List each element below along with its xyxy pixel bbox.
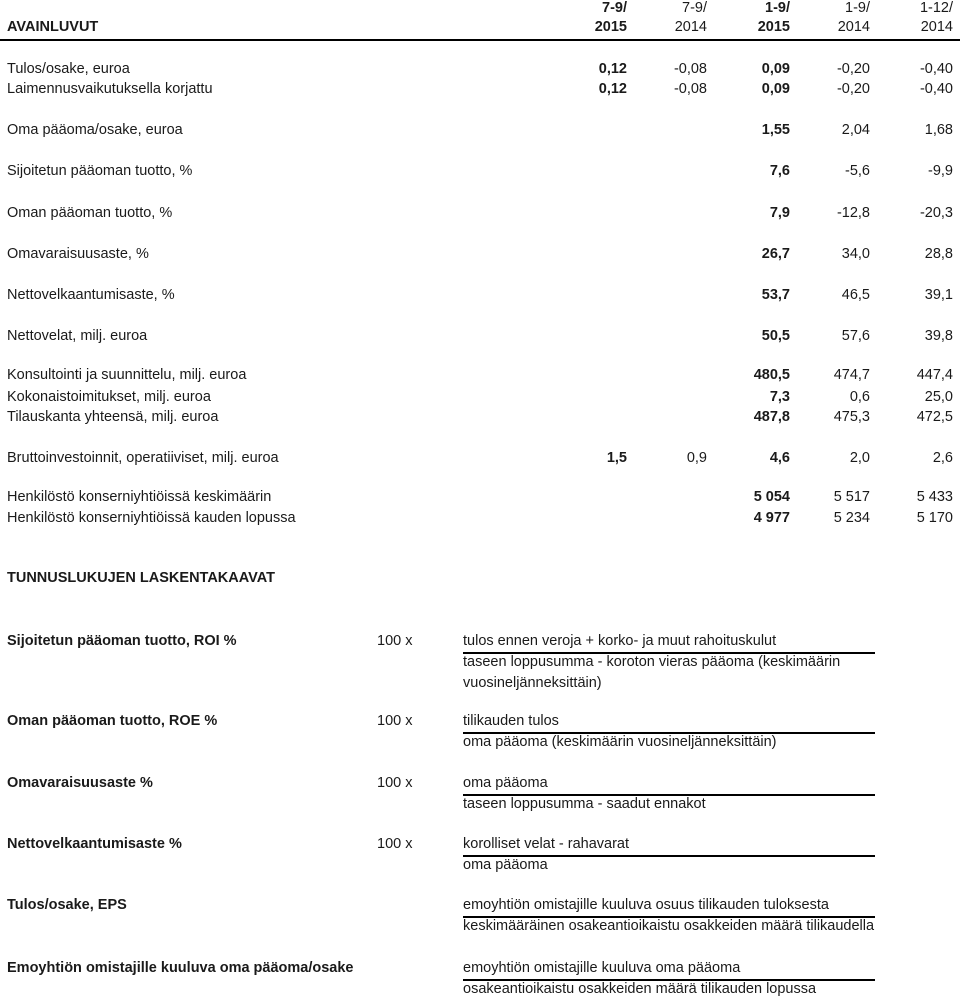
row-value: -0,20 <box>836 81 870 97</box>
row-label: Tulos/osake, euroa <box>7 61 130 77</box>
formula-denominator: taseen loppusumma - koroton vieras pääoma (keskimäärin <box>463 654 841 670</box>
row-label: Nettovelat, milj. euroa <box>7 328 148 344</box>
row-value: 480,5 <box>753 367 790 383</box>
formula-name: Tulos/osake, EPS <box>7 897 127 913</box>
formula-denominator: keskimääräinen osakeantioikaistu osakkeiden määrä tilikaudella <box>463 918 875 934</box>
row-value: 4,6 <box>769 450 790 466</box>
formula-denominator: taseen loppusumma - saadut ennakot <box>463 796 706 812</box>
row-value: -0,40 <box>919 61 953 77</box>
row-value: -0,08 <box>673 81 707 97</box>
formula-name: Nettovelkaantumisaste % <box>7 836 182 852</box>
row-value: 50,5 <box>761 328 790 344</box>
row-label: Sijoitetun pääoman tuotto, % <box>7 163 193 179</box>
row-value: 53,7 <box>761 287 790 303</box>
row-value: 1,5 <box>606 450 627 466</box>
column-header-period: 7-9/ <box>682 0 707 16</box>
row-value: 475,3 <box>833 409 870 425</box>
column-header-year: 2014 <box>837 19 870 35</box>
row-value: -0,40 <box>919 81 953 97</box>
row-value: 34,0 <box>841 246 870 262</box>
row-label: Tilauskanta yhteensä, milj. euroa <box>7 409 219 425</box>
formula-numerator: emoyhtiön omistajille kuuluva oma pääoma <box>463 960 741 976</box>
row-value: 1,68 <box>924 122 953 138</box>
formula-denominator: vuosineljänneksittäin) <box>463 675 602 691</box>
formula-name: Sijoitetun pääoman tuotto, ROI % <box>7 633 237 649</box>
row-value: 7,6 <box>769 163 790 179</box>
formula-name: Oman pääoman tuotto, ROE % <box>7 713 218 729</box>
row-value: 472,5 <box>916 409 953 425</box>
row-label: Henkilöstö konserniyhtiöissä keskimäärin <box>7 489 272 505</box>
formula-numerator: tulos ennen veroja + korko- ja muut rahoituskulut <box>463 633 777 649</box>
row-value: 39,1 <box>924 287 953 303</box>
formula-denominator: osakeantioikaistu osakkeiden määrä tilikauden lopussa <box>463 981 817 997</box>
row-value: 0,6 <box>849 389 870 405</box>
row-value: 4 977 <box>753 510 790 526</box>
formulas-title: TUNNUSLUKUJEN LASKENTAKAAVAT <box>7 570 275 586</box>
row-label: Nettovelkaantumisaste, % <box>7 287 175 303</box>
row-label: Omavaraisuusaste, % <box>7 246 149 262</box>
table-title: AVAINLUVUT <box>7 19 99 35</box>
row-value: 1,55 <box>761 122 790 138</box>
row-value: 5 433 <box>916 489 953 505</box>
formula-numerator: oma pääoma <box>463 775 548 791</box>
row-value: 447,4 <box>916 367 953 383</box>
row-value: 2,6 <box>932 450 953 466</box>
formula-name: Omavaraisuusaste % <box>7 775 153 791</box>
row-label: Laimennusvaikutuksella korjattu <box>7 81 213 97</box>
formula-multiplier: 100 x <box>377 775 413 791</box>
formula-multiplier: 100 x <box>377 633 413 649</box>
row-value: 2,04 <box>841 122 870 138</box>
row-value: 474,7 <box>833 367 870 383</box>
row-value: 28,8 <box>924 246 953 262</box>
row-label: Oman pääoman tuotto, % <box>7 205 173 221</box>
column-header-period: 1-9/ <box>845 0 870 16</box>
row-label: Kokonaistoimitukset, milj. euroa <box>7 389 211 405</box>
row-label: Henkilöstö konserniyhtiöissä kauden lopussa <box>7 510 296 526</box>
row-value: 0,09 <box>761 81 790 97</box>
row-value: -0,08 <box>673 61 707 77</box>
row-value: 0,09 <box>761 61 790 77</box>
column-header-year: 2014 <box>920 19 953 35</box>
column-header-period: 7-9/ <box>602 0 627 16</box>
formula-multiplier: 100 x <box>377 836 413 852</box>
column-header-year: 2014 <box>674 19 707 35</box>
row-label: Bruttoinvestoinnit, operatiiviset, milj. euroa <box>7 450 279 466</box>
row-value: 5 170 <box>916 510 953 526</box>
column-header-year: 2015 <box>594 19 627 35</box>
row-value: 0,12 <box>598 81 627 97</box>
formula-numerator: emoyhtiön omistajille kuuluva osuus tilikauden tuloksesta <box>463 897 829 913</box>
row-value: -0,20 <box>836 61 870 77</box>
row-value: 5 054 <box>753 489 790 505</box>
row-value: 5 234 <box>833 510 870 526</box>
row-value: 5 517 <box>833 489 870 505</box>
formula-multiplier: 100 x <box>377 713 413 729</box>
row-value: 0,9 <box>686 450 707 466</box>
row-value: 39,8 <box>924 328 953 344</box>
row-value: -12,8 <box>836 205 870 221</box>
header-rule <box>0 39 960 41</box>
row-value: 0,12 <box>598 61 627 77</box>
formula-numerator: korolliset velat - rahavarat <box>463 836 630 852</box>
formula-denominator: oma pääoma <box>463 857 548 873</box>
row-value: 26,7 <box>761 246 790 262</box>
row-value: 487,8 <box>753 409 790 425</box>
column-header-year: 2015 <box>757 19 790 35</box>
formula-denominator: oma pääoma (keskimäärin vuosineljänneksittäin) <box>463 734 777 750</box>
formula-numerator: tilikauden tulos <box>463 713 559 729</box>
row-value: 57,6 <box>841 328 870 344</box>
row-value: 7,3 <box>769 389 790 405</box>
row-value: 7,9 <box>769 205 790 221</box>
column-header-period: 1-12/ <box>919 0 953 16</box>
row-value: -9,9 <box>928 163 953 179</box>
row-value: 2,0 <box>849 450 870 466</box>
row-label: Konsultointi ja suunnittelu, milj. euroa <box>7 367 247 383</box>
row-value: 25,0 <box>924 389 953 405</box>
formula-name: Emoyhtiön omistajille kuuluva oma pääoma/osake <box>7 960 354 976</box>
row-value: 46,5 <box>841 287 870 303</box>
row-label: Oma pääoma/osake, euroa <box>7 122 183 138</box>
column-header-period: 1-9/ <box>765 0 790 16</box>
row-value: -5,6 <box>845 163 870 179</box>
row-value: -20,3 <box>919 205 953 221</box>
